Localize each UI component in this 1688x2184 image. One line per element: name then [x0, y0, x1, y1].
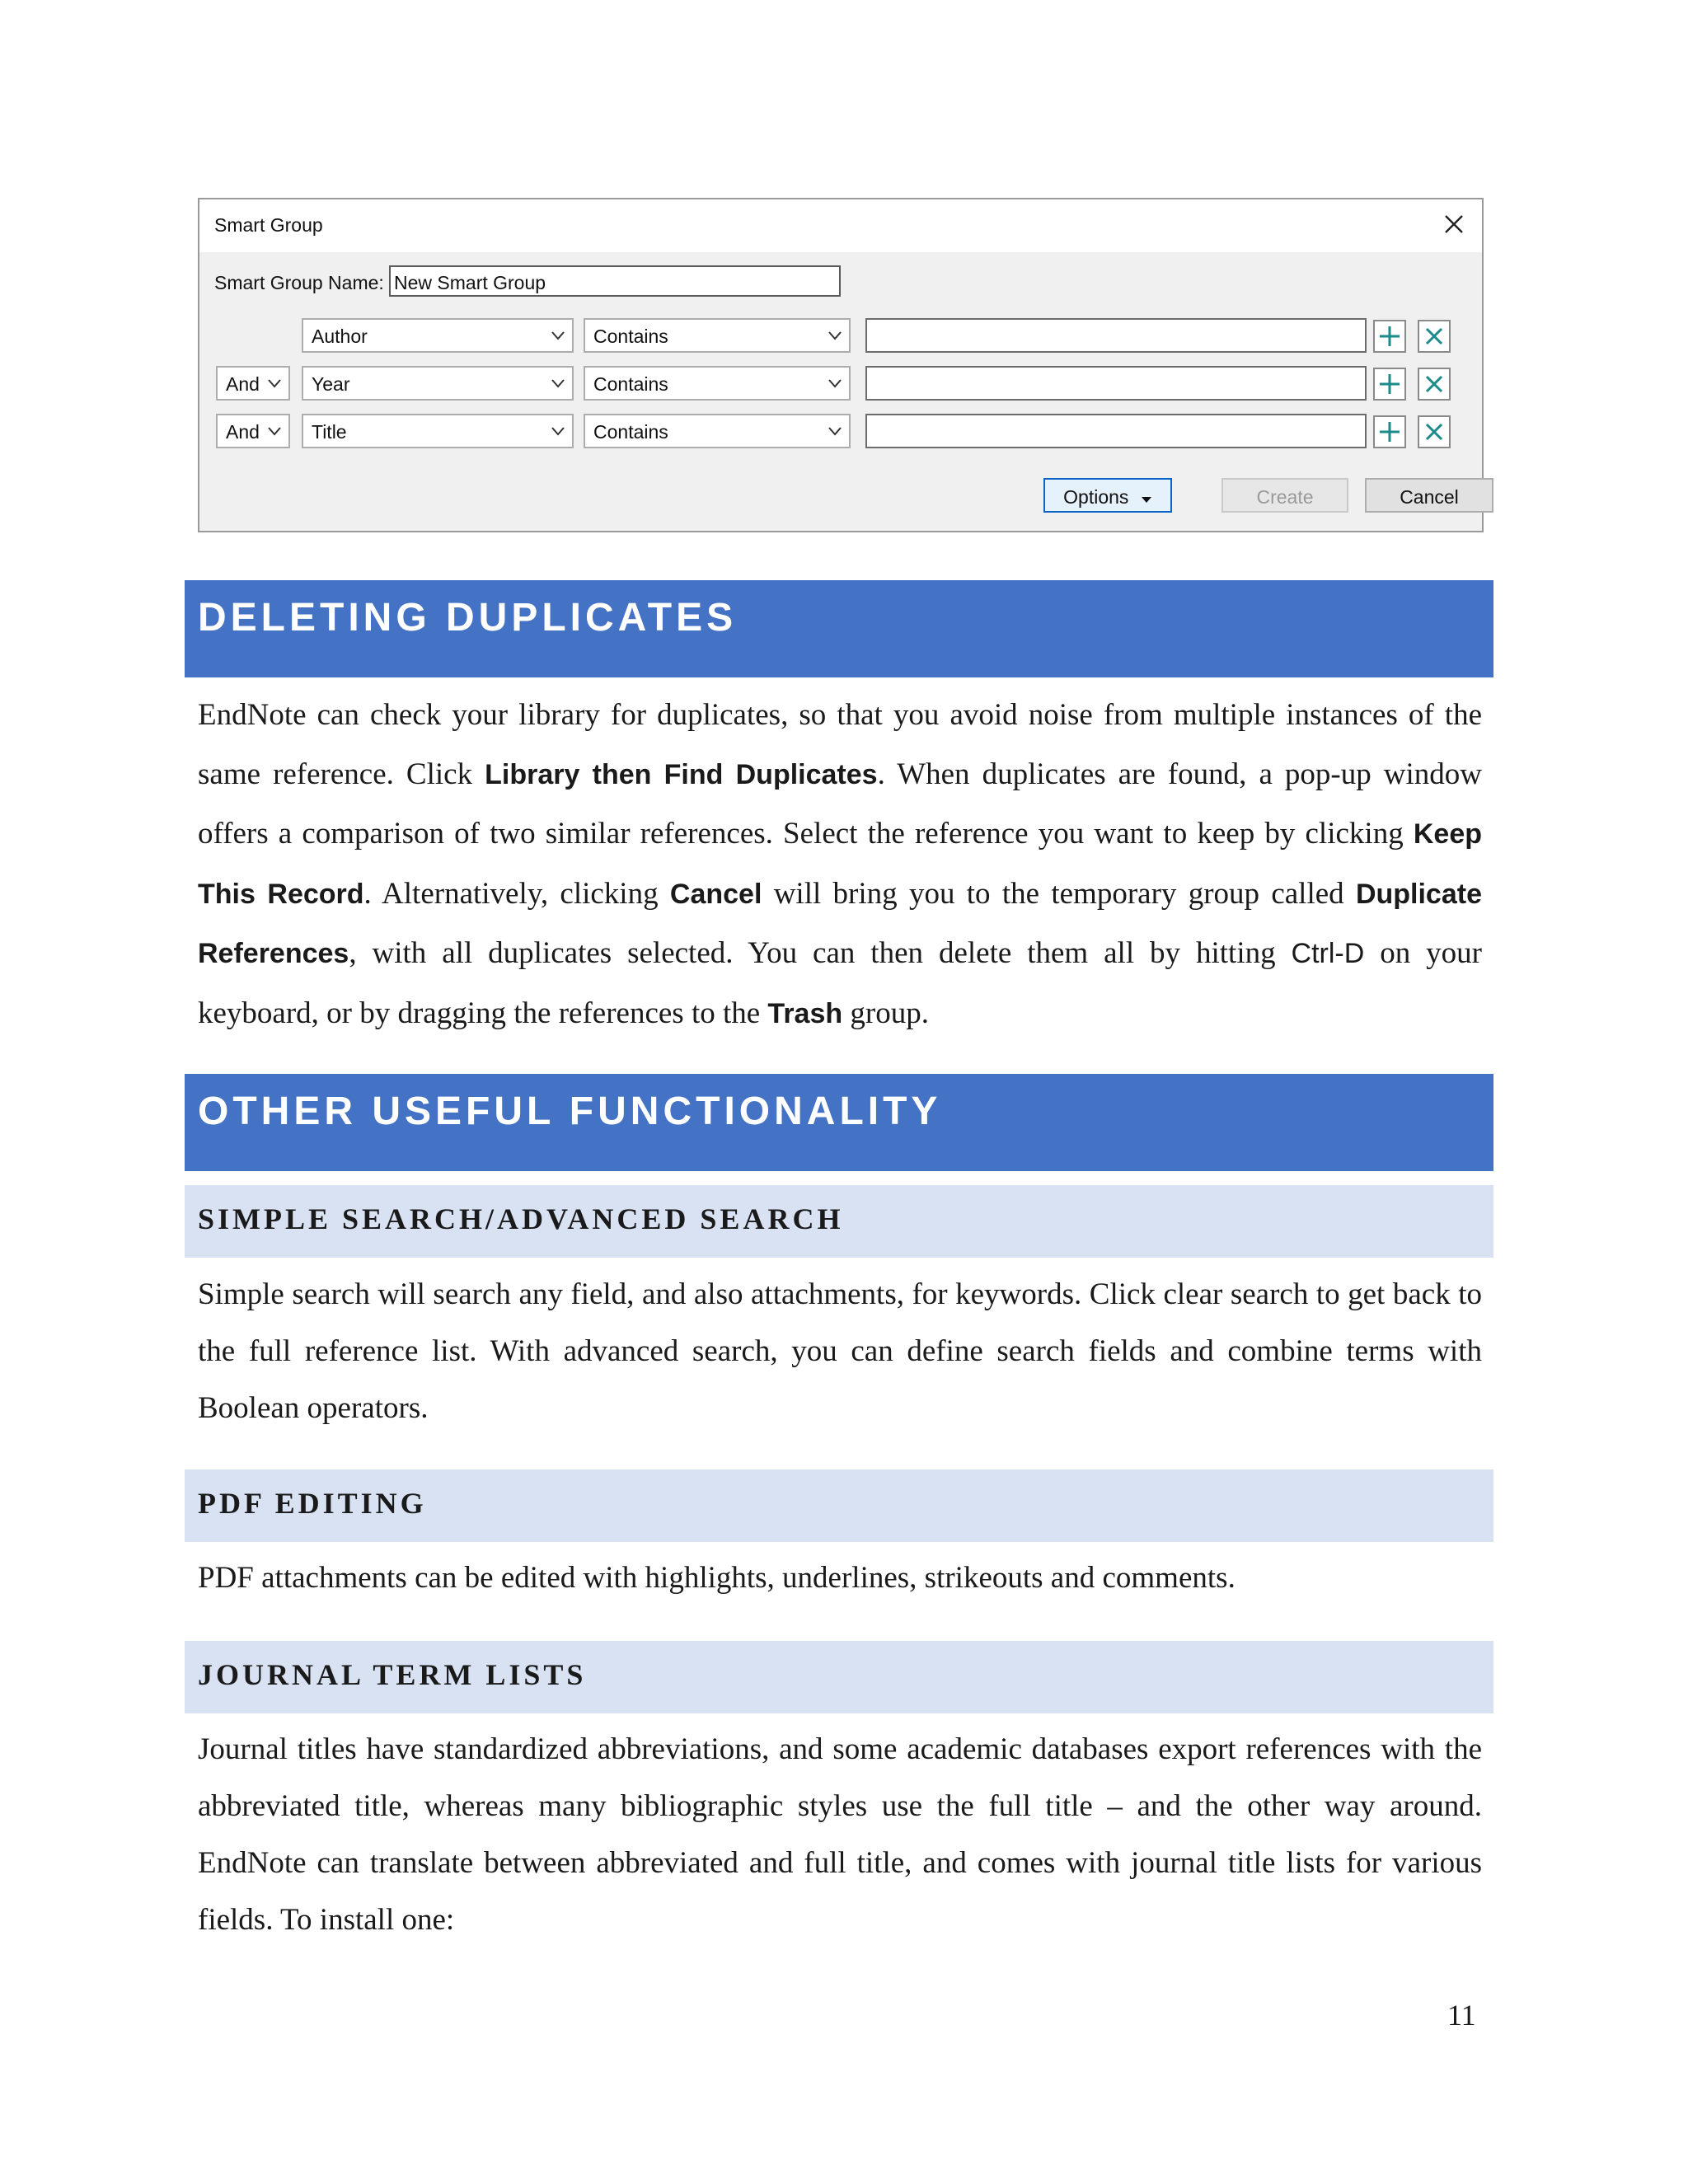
paragraph-text: . Alternatively, clicking: [363, 876, 670, 911]
paragraph-text: EndNote can check your library for duplicates, so that you avoid noise from multiple instances of the same reference. Click: [198, 698, 1482, 791]
bold-term: Keep This Record: [198, 818, 1482, 910]
x-icon: [1422, 372, 1447, 396]
subheading-pdf-editing: [185, 1469, 1493, 1542]
subheading-text: PDF EDITING: [198, 1487, 427, 1520]
operator-select-value: Contains: [593, 326, 668, 347]
value-input-row-2[interactable]: [865, 366, 1367, 401]
dialog-title: Smart Group: [214, 214, 323, 236]
paragraph-text: group.: [842, 996, 929, 1030]
chevron-down-icon: [551, 377, 565, 389]
remove-row-button[interactable]: [1418, 320, 1451, 353]
bold-term: Trash: [767, 997, 843, 1029]
subheading-journal-term-lists: [185, 1641, 1493, 1713]
operator-select-value: Contains: [593, 373, 668, 395]
chevron-down-icon: [267, 425, 282, 437]
paragraph-text: , with all duplicates selected. You can then delete them all by hitting: [349, 936, 1292, 970]
field-select-value: Author: [312, 326, 368, 347]
section-heading-text: OTHER USEFUL FUNCTIONALITY: [198, 1090, 942, 1133]
subheading-text: SIMPLE SEARCH/ADVANCED SEARCH: [198, 1202, 844, 1235]
field-select-value: Year: [312, 373, 350, 395]
journal-paragraph: Journal titles have standardized abbreviations, and some academic databases export references with the abbreviated title, whereas many bibliographic styles use the full title – and the other way around. EndNote can translate between abbreviated and full title, and comes with journal title lists for various fields. To install one:: [198, 1732, 1482, 1937]
value-input-row-3[interactable]: [865, 414, 1367, 448]
create-button-label: Create: [1256, 486, 1314, 508]
bold-term: Library then Find Duplicates: [485, 758, 878, 790]
options-button-label: Options: [1063, 486, 1129, 508]
dropdown-arrow-icon: [1141, 495, 1152, 504]
page-number: 11: [1447, 1999, 1476, 2032]
operator-select-row-2[interactable]: [584, 366, 851, 401]
bold-term: Cancel: [669, 878, 762, 910]
paragraph-text: on your keyboard, or by dragging the references to the: [198, 936, 1483, 1030]
plus-icon: [1377, 372, 1402, 396]
remove-row-button[interactable]: [1418, 415, 1451, 448]
chevron-down-icon: [828, 425, 842, 437]
connector-select-value: And: [226, 373, 260, 395]
field-select-row-1[interactable]: [302, 318, 574, 353]
x-icon: [1422, 324, 1447, 349]
subheading-simple-advanced-search: [185, 1185, 1493, 1258]
operator-select-row-1[interactable]: [584, 318, 851, 353]
dialog-titlebar: [199, 199, 1482, 252]
options-button[interactable]: [1043, 478, 1172, 513]
smart-group-name-label: Smart Group Name:: [214, 272, 384, 293]
cancel-button-label: Cancel: [1400, 486, 1459, 508]
chevron-down-icon: [828, 377, 842, 389]
remove-row-button[interactable]: [1418, 368, 1451, 401]
search-paragraph: Simple search will search any field, and also attachments, for keywords. Click clear search to get back to the full reference list. With advanced search, you can define search fields and combine terms with Boolean operators.: [198, 1277, 1482, 1425]
section-heading-deleting-duplicates: [185, 580, 1493, 677]
chevron-down-icon: [551, 425, 565, 437]
field-select-row-3[interactable]: [302, 414, 574, 448]
plus-icon: [1377, 419, 1402, 444]
chevron-down-icon: [828, 330, 842, 341]
cancel-button[interactable]: [1365, 478, 1493, 513]
chevron-down-icon: [267, 377, 282, 389]
x-icon: [1422, 419, 1447, 444]
pdf-paragraph: PDF attachments can be edited with highlights, underlines, strikeouts and comments.: [198, 1561, 1236, 1595]
value-input-row-1[interactable]: [865, 318, 1367, 353]
chevron-down-icon: [551, 330, 565, 341]
smart-group-name-input[interactable]: New Smart Group: [389, 265, 841, 297]
add-row-button[interactable]: [1373, 368, 1406, 401]
bold-term: Duplicate References: [198, 878, 1482, 969]
keyboard-shortcut: Ctrl-D: [1291, 938, 1365, 969]
subheading-text: JOURNAL TERM LISTS: [198, 1658, 587, 1691]
paragraph-text: will bring you to the temporary group called: [762, 876, 1356, 911]
field-select-row-2[interactable]: [302, 366, 574, 401]
add-row-button[interactable]: [1373, 415, 1406, 448]
operator-select-value: Contains: [593, 421, 668, 443]
connector-select-value: And: [226, 421, 260, 443]
section-heading-other-functionality: [185, 1074, 1493, 1171]
connector-select-row-3[interactable]: [216, 414, 290, 448]
operator-select-row-3[interactable]: [584, 414, 851, 448]
paragraph-text: . When duplicates are found, a pop-up window offers a comparison of two similar references. Select the reference you want to keep by clicking: [198, 757, 1482, 851]
smart-group-dialog: [198, 198, 1484, 532]
plus-icon: [1377, 324, 1402, 349]
deleting-duplicates-paragraph: [198, 686, 1482, 1043]
section-heading-text: DELETING DUPLICATES: [198, 596, 738, 640]
create-button[interactable]: [1221, 478, 1348, 513]
close-icon[interactable]: [1441, 211, 1467, 237]
connector-select-row-2[interactable]: [216, 366, 290, 401]
add-row-button[interactable]: [1373, 320, 1406, 353]
field-select-value: Title: [312, 421, 347, 443]
